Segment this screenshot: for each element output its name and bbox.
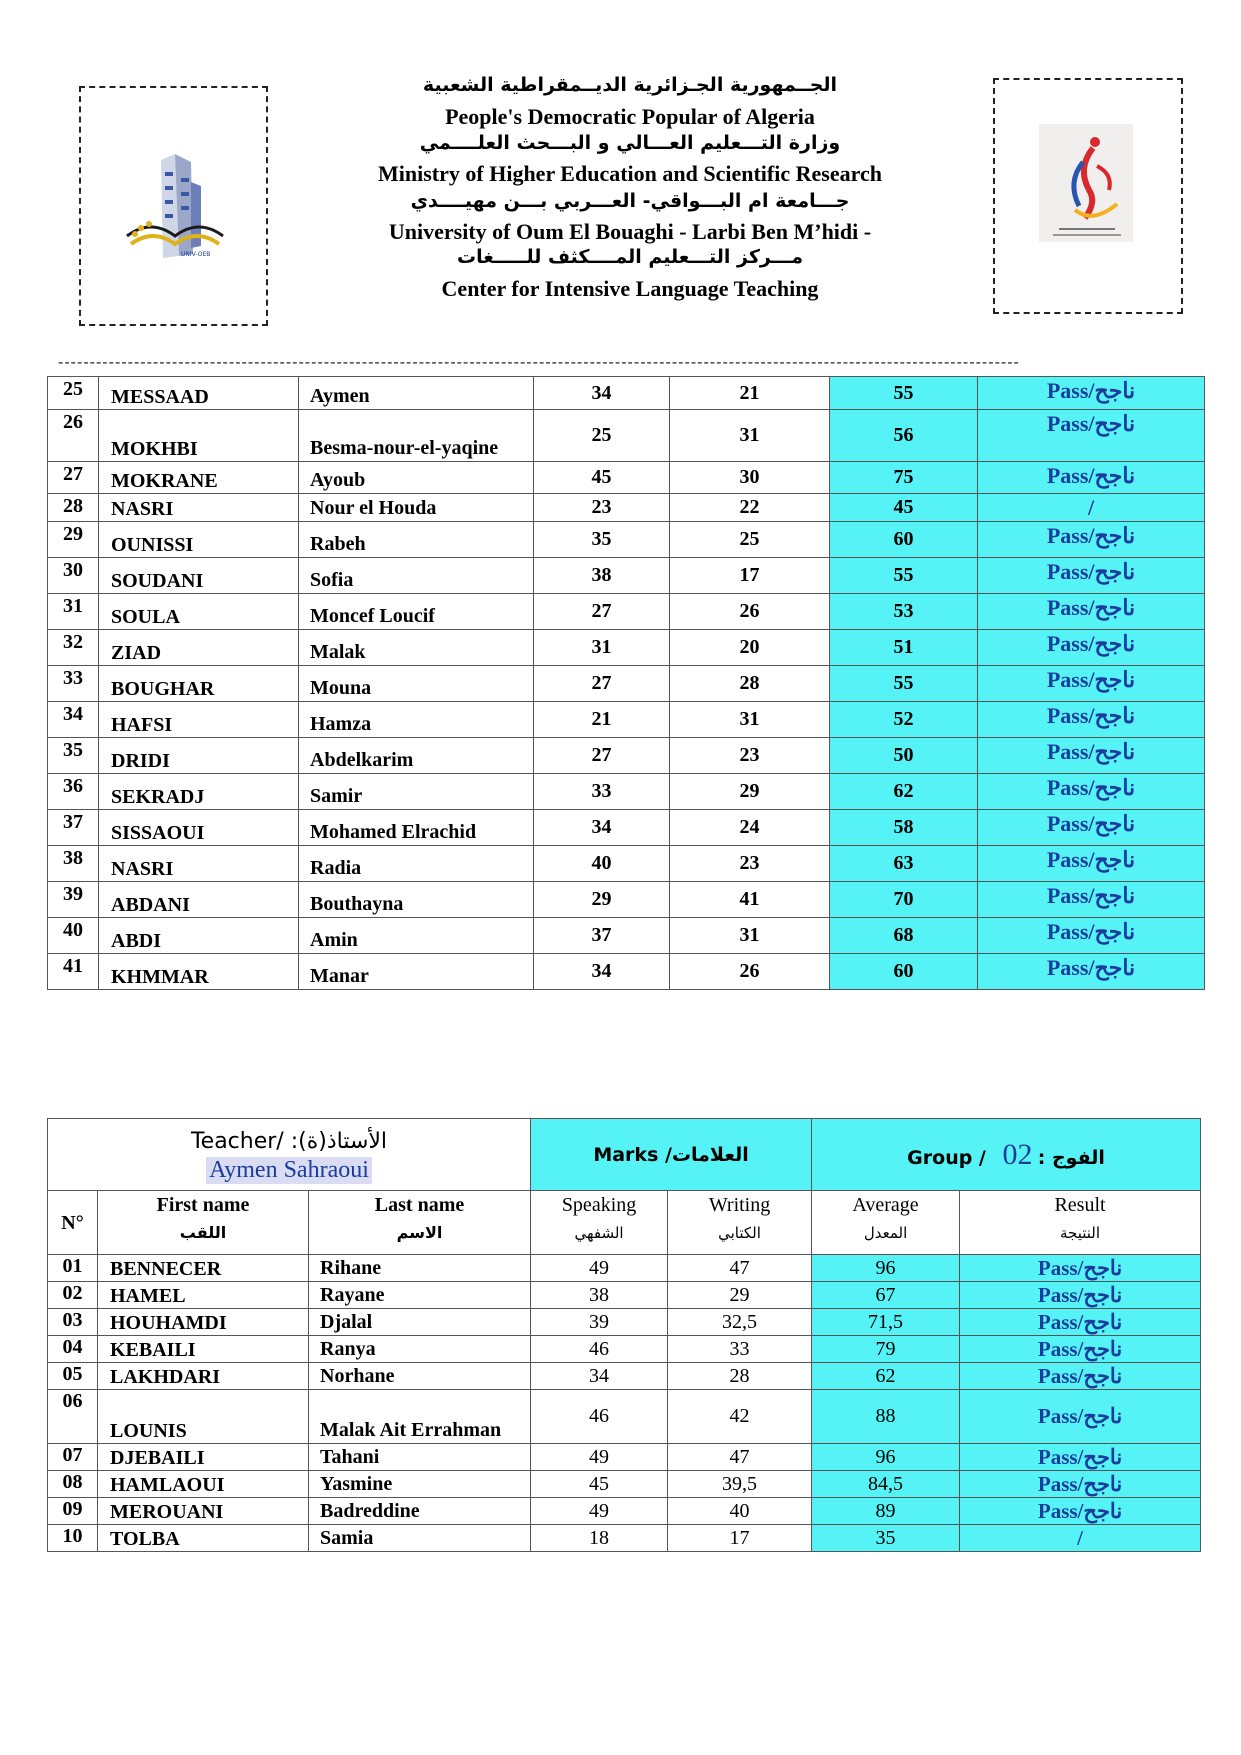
last-name-cell: BOUGHAR: [99, 666, 299, 702]
writing-cell: 28: [670, 666, 830, 702]
last-name-cell: OUNISSI: [99, 522, 299, 558]
row-number: 07: [48, 1444, 98, 1471]
university-logo-box: [79, 86, 268, 326]
writing-cell: 28: [668, 1363, 812, 1390]
result-cell: Pass/ناجح: [978, 377, 1205, 410]
row-number: 39: [48, 882, 99, 918]
writing-cell: 25: [670, 522, 830, 558]
first-name-cell: Ranya: [309, 1336, 531, 1363]
average-cell: 70: [830, 882, 978, 918]
writing-cell: 40: [668, 1498, 812, 1525]
row-number: 29: [48, 522, 99, 558]
speaking-cell: 34: [534, 954, 670, 990]
row-number: 05: [48, 1363, 98, 1390]
last-name-cell: KHMMAR: [99, 954, 299, 990]
table-row: [48, 630, 1205, 666]
table-row: [48, 410, 1205, 462]
result-cell: Pass/ناجح: [960, 1282, 1201, 1309]
first-name-cell: Amin: [299, 918, 534, 954]
teacher-label: Teacher/ :الأستاذ(ة): [190, 1129, 388, 1154]
first-name-cell: Aymen: [299, 377, 534, 410]
speaking-cell: 39: [531, 1309, 668, 1336]
first-name-cell: Malak Ait Errahman: [309, 1390, 531, 1444]
result-cell: Pass/ناجح: [978, 738, 1205, 774]
first-name-cell: Tahani: [309, 1444, 531, 1471]
row-number: 32: [48, 630, 99, 666]
last-name-cell: ABDANI: [99, 882, 299, 918]
average-cell: 56: [830, 410, 978, 462]
row-number: 31: [48, 594, 99, 630]
writing-cell: 33: [668, 1336, 812, 1363]
row-number: 03: [48, 1309, 98, 1336]
speaking-cell: 38: [534, 558, 670, 594]
row-number: 04: [48, 1336, 98, 1363]
university-logo: [79, 86, 268, 326]
speaking-cell: 37: [534, 918, 670, 954]
average-cell: 79: [812, 1336, 960, 1363]
first-name-cell: Djalal: [309, 1309, 531, 1336]
svg-text:UNIV-OEB: UNIV-OEB: [181, 251, 211, 258]
header-university-en: University of Oum El Bouaghi - Larbi Ben M’hidi -: [388, 219, 872, 244]
result-cell: Pass/ناجح: [960, 1309, 1201, 1336]
col-speaking: Speaking الشفهي: [531, 1191, 668, 1255]
marks-header: Marks /العلامات: [531, 1119, 812, 1191]
average-cell: 35: [812, 1525, 960, 1552]
average-cell: 58: [830, 810, 978, 846]
first-name-cell: Bouthayna: [299, 882, 534, 918]
last-name-cell: HAMEL: [98, 1282, 309, 1309]
writing-cell: 32,5: [668, 1309, 812, 1336]
speaking-cell: 46: [531, 1336, 668, 1363]
speaking-cell: 40: [534, 846, 670, 882]
first-name-cell: Samir: [299, 774, 534, 810]
first-name-cell: Radia: [299, 846, 534, 882]
writing-cell: 17: [668, 1525, 812, 1552]
row-number: 41: [48, 954, 99, 990]
average-cell: 55: [830, 558, 978, 594]
result-cell: Pass/ناجح: [978, 954, 1205, 990]
row-number: 25: [48, 377, 99, 410]
average-cell: 84,5: [812, 1471, 960, 1498]
writing-cell: 23: [670, 846, 830, 882]
speaking-cell: 34: [531, 1363, 668, 1390]
first-name-cell: Ayoub: [299, 462, 534, 494]
average-cell: 52: [830, 702, 978, 738]
result-cell: /: [960, 1525, 1201, 1552]
average-cell: 63: [830, 846, 978, 882]
first-name-cell: Mouna: [299, 666, 534, 702]
speaking-cell: 46: [531, 1390, 668, 1444]
row-number: 02: [48, 1282, 98, 1309]
row-number: 35: [48, 738, 99, 774]
table-row: [48, 846, 1205, 882]
last-name-cell: BENNECER: [98, 1255, 309, 1282]
first-name-cell: Mohamed Elrachid: [299, 810, 534, 846]
speaking-cell: 45: [531, 1471, 668, 1498]
speaking-cell: 31: [534, 630, 670, 666]
first-name-cell: Samia: [309, 1525, 531, 1552]
first-name-cell: Rabeh: [299, 522, 534, 558]
table-row: [48, 1309, 1201, 1336]
average-cell: 62: [812, 1363, 960, 1390]
last-name-cell: DJEBAILI: [98, 1444, 309, 1471]
result-cell: Pass/ناجح: [978, 522, 1205, 558]
table-row: [48, 377, 1205, 410]
center-logo-box: [993, 78, 1183, 314]
result-cell: Pass/ناجح: [978, 774, 1205, 810]
result-cell: Pass/ناجح: [978, 882, 1205, 918]
writing-cell: 47: [668, 1255, 812, 1282]
header-republic-ar: الجــمهورية الجـزائرية الديــمقراطية الشعبية: [422, 74, 838, 96]
writing-cell: 26: [670, 954, 830, 990]
results-table-group-02: [47, 1118, 1201, 1552]
table-row: [48, 954, 1205, 990]
table-row: [48, 918, 1205, 954]
average-cell: 60: [830, 954, 978, 990]
speaking-cell: 34: [534, 810, 670, 846]
first-name-cell: Besma-nour-el-yaqine: [299, 410, 534, 462]
last-name-cell: ZIAD: [99, 630, 299, 666]
col-result: Result النتيجة: [960, 1191, 1201, 1255]
row-number: 09: [48, 1498, 98, 1525]
table-row: [48, 594, 1205, 630]
speaking-cell: 49: [531, 1255, 668, 1282]
result-cell: Pass/ناجح: [960, 1498, 1201, 1525]
result-cell: Pass/ناجح: [978, 462, 1205, 494]
result-cell: Pass/ناجح: [978, 594, 1205, 630]
results-table-continued: [47, 376, 1205, 990]
last-name-cell: KEBAILI: [98, 1336, 309, 1363]
average-cell: 96: [812, 1255, 960, 1282]
last-name-cell: MOKHBI: [99, 410, 299, 462]
last-name-cell: TOLBA: [98, 1525, 309, 1552]
first-name-cell: Nour el Houda: [299, 494, 534, 522]
col-first-name: First name اللقب: [98, 1191, 309, 1255]
result-cell: /: [978, 494, 1205, 522]
average-cell: 75: [830, 462, 978, 494]
last-name-cell: HAFSI: [99, 702, 299, 738]
table-row: [48, 1471, 1201, 1498]
table-row: [48, 522, 1205, 558]
first-name-cell: Norhane: [309, 1363, 531, 1390]
table-row: [48, 1525, 1201, 1552]
teacher-cell: [48, 1119, 531, 1191]
header-center-ar: مـــركز التـــعليم المــــكثف للـــــغات: [457, 246, 803, 268]
table-row: [48, 1363, 1201, 1390]
table-row: [48, 882, 1205, 918]
writing-cell: 47: [668, 1444, 812, 1471]
writing-cell: 17: [670, 558, 830, 594]
average-cell: 45: [830, 494, 978, 522]
table-row: [48, 462, 1205, 494]
last-name-cell: HOUHAMDI: [98, 1309, 309, 1336]
writing-cell: 41: [670, 882, 830, 918]
writing-cell: 23: [670, 738, 830, 774]
result-cell: Pass/ناجح: [978, 666, 1205, 702]
last-name-cell: NASRI: [99, 494, 299, 522]
average-cell: 62: [830, 774, 978, 810]
writing-cell: 24: [670, 810, 830, 846]
first-name-cell: Manar: [299, 954, 534, 990]
table-row: [48, 1498, 1201, 1525]
last-name-cell: HAMLAOUI: [98, 1471, 309, 1498]
first-name-cell: Badreddine: [309, 1498, 531, 1525]
last-name-cell: LAKHDARI: [98, 1363, 309, 1390]
table-row: [48, 738, 1205, 774]
result-cell: Pass/ناجح: [978, 410, 1205, 462]
row-number: 40: [48, 918, 99, 954]
result-cell: Pass/ناجح: [960, 1363, 1201, 1390]
last-name-cell: MESSAAD: [99, 377, 299, 410]
row-number: 33: [48, 666, 99, 702]
row-number: 10: [48, 1525, 98, 1552]
first-name-cell: Moncef Loucif: [299, 594, 534, 630]
col-writing: Writing الكتابي: [668, 1191, 812, 1255]
row-number: 28: [48, 494, 99, 522]
average-cell: 67: [812, 1282, 960, 1309]
result-cell: Pass/ناجح: [978, 630, 1205, 666]
writing-cell: 31: [670, 918, 830, 954]
group-header: Group / الفوج : 02: [812, 1119, 1201, 1191]
row-number: 06: [48, 1390, 98, 1444]
table-row: [48, 1336, 1201, 1363]
speaking-cell: 27: [534, 738, 670, 774]
speaking-cell: 21: [534, 702, 670, 738]
center-logo: [993, 78, 1183, 314]
speaking-cell: 34: [534, 377, 670, 410]
speaking-cell: 45: [534, 462, 670, 494]
result-cell: Pass/ناجح: [978, 918, 1205, 954]
writing-cell: 29: [670, 774, 830, 810]
result-cell: Pass/ناجح: [978, 558, 1205, 594]
header-republic-en: People's Democratic Popular of Algeria: [445, 104, 815, 129]
result-cell: Pass/ناجح: [978, 846, 1205, 882]
col-average: Average المعدل: [812, 1191, 960, 1255]
table-row: [48, 1390, 1201, 1444]
result-cell: Pass/ناجح: [960, 1471, 1201, 1498]
speaking-cell: 27: [534, 666, 670, 702]
row-number: 26: [48, 410, 99, 462]
first-name-cell: Malak: [299, 630, 534, 666]
average-cell: 96: [812, 1444, 960, 1471]
speaking-cell: 49: [531, 1444, 668, 1471]
last-name-cell: SOUDANI: [99, 558, 299, 594]
col-n: N°: [48, 1191, 98, 1255]
writing-cell: 31: [670, 410, 830, 462]
row-number: 38: [48, 846, 99, 882]
speaking-cell: 38: [531, 1282, 668, 1309]
row-number: 01: [48, 1255, 98, 1282]
last-name-cell: SEKRADJ: [99, 774, 299, 810]
writing-cell: 39,5: [668, 1471, 812, 1498]
last-name-cell: MOKRANE: [99, 462, 299, 494]
header-separator: --------------------------------------------------------------------------------------------------------------------------------------------------------: [58, 354, 1020, 371]
table-row: [48, 774, 1205, 810]
last-name-cell: LOUNIS: [98, 1390, 309, 1444]
last-name-cell: DRIDI: [99, 738, 299, 774]
row-number: 30: [48, 558, 99, 594]
speaking-cell: 35: [534, 522, 670, 558]
average-cell: 50: [830, 738, 978, 774]
table-row: [48, 494, 1205, 522]
average-cell: 55: [830, 666, 978, 702]
first-name-cell: Rayane: [309, 1282, 531, 1309]
row-number: 08: [48, 1471, 98, 1498]
table-row: [48, 810, 1205, 846]
table-row: [48, 666, 1205, 702]
last-name-cell: SISSAOUI: [99, 810, 299, 846]
last-name-cell: MEROUANI: [98, 1498, 309, 1525]
row-number: 34: [48, 702, 99, 738]
average-cell: 71,5: [812, 1309, 960, 1336]
speaking-cell: 23: [534, 494, 670, 522]
header-ministry-ar: وزارة التـــعليم العـــالي و البـــحث العلــــمي: [419, 132, 841, 154]
speaking-cell: 49: [531, 1498, 668, 1525]
first-name-cell: Rihane: [309, 1255, 531, 1282]
last-name-cell: ABDI: [99, 918, 299, 954]
result-cell: Pass/ناجح: [978, 810, 1205, 846]
average-cell: 60: [830, 522, 978, 558]
row-number: 27: [48, 462, 99, 494]
result-cell: Pass/ناجح: [960, 1336, 1201, 1363]
header-center-en: Center for Intensive Language Teaching: [441, 276, 819, 301]
average-cell: 55: [830, 377, 978, 410]
writing-cell: 20: [670, 630, 830, 666]
table-row: [48, 702, 1205, 738]
writing-cell: 21: [670, 377, 830, 410]
average-cell: 88: [812, 1390, 960, 1444]
group-number: 02: [1002, 1137, 1033, 1171]
speaking-cell: 33: [534, 774, 670, 810]
first-name-cell: Hamza: [299, 702, 534, 738]
speaking-cell: 18: [531, 1525, 668, 1552]
table-row: [48, 1444, 1201, 1471]
writing-cell: 42: [668, 1390, 812, 1444]
average-cell: 51: [830, 630, 978, 666]
row-number: 37: [48, 810, 99, 846]
row-number: 36: [48, 774, 99, 810]
table-row: [48, 558, 1205, 594]
writing-cell: 26: [670, 594, 830, 630]
speaking-cell: 25: [534, 410, 670, 462]
writing-cell: 29: [668, 1282, 812, 1309]
writing-cell: 22: [670, 494, 830, 522]
writing-cell: 30: [670, 462, 830, 494]
first-name-cell: Yasmine: [309, 1471, 531, 1498]
writing-cell: 31: [670, 702, 830, 738]
result-cell: Pass/ناجح: [978, 702, 1205, 738]
average-cell: 68: [830, 918, 978, 954]
col-last-name: Last name الاسم: [309, 1191, 531, 1255]
first-name-cell: Sofia: [299, 558, 534, 594]
header-ministry-en: Ministry of Higher Education and Scientific Research: [378, 161, 882, 186]
table-row: [48, 1255, 1201, 1282]
average-cell: 89: [812, 1498, 960, 1525]
first-name-cell: Abdelkarim: [299, 738, 534, 774]
result-cell: Pass/ناجح: [960, 1390, 1201, 1444]
speaking-cell: 29: [534, 882, 670, 918]
last-name-cell: NASRI: [99, 846, 299, 882]
result-cell: Pass/ناجح: [960, 1255, 1201, 1282]
last-name-cell: SOULA: [99, 594, 299, 630]
header-university-ar: جـــامعة ام البـــواقي- العـــربي بـــن مهيــــدي: [410, 190, 850, 212]
teacher-name: Aymen Sahraoui: [206, 1157, 372, 1184]
table-row: [48, 1282, 1201, 1309]
speaking-cell: 27: [534, 594, 670, 630]
average-cell: 53: [830, 594, 978, 630]
result-cell: Pass/ناجح: [960, 1444, 1201, 1471]
